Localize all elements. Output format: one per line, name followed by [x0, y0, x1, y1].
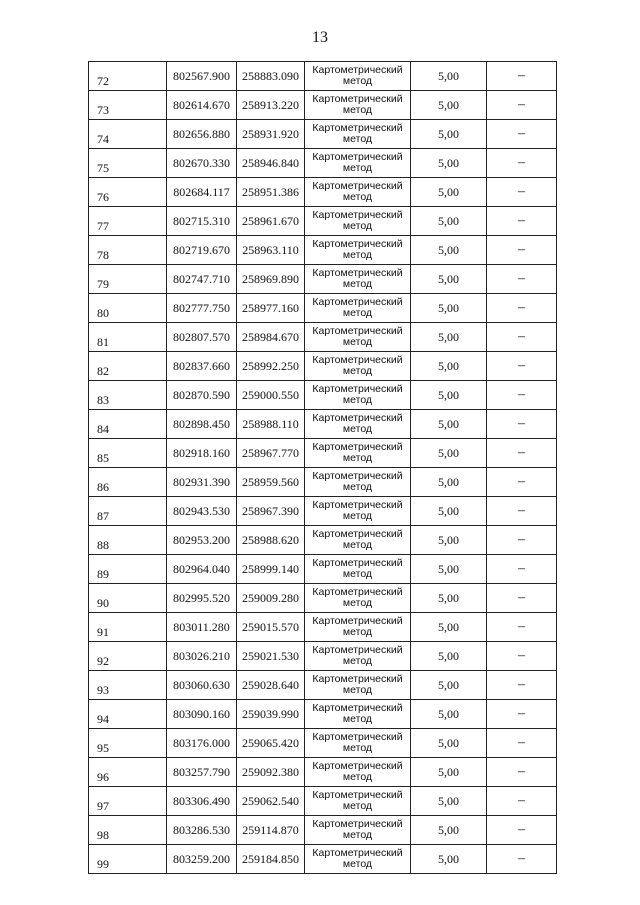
table-row: [89, 758, 557, 787]
method-cell: Картометрический метод: [305, 642, 411, 671]
y-coordinate-cell: 258967.770: [237, 439, 305, 468]
method-cell: Картометрический метод: [305, 613, 411, 642]
point-number-cell: 91: [89, 613, 167, 642]
x-coordinate-cell: 803259.200: [167, 845, 237, 874]
point-number-cell: 85: [89, 439, 167, 468]
table-row: [89, 178, 557, 207]
point-number-cell: 99: [89, 845, 167, 874]
note-cell: –: [487, 816, 557, 845]
method-cell: Картометрический метод: [305, 468, 411, 497]
accuracy-cell: 5,00: [411, 236, 487, 265]
accuracy-cell: 5,00: [411, 381, 487, 410]
note-cell: –: [487, 439, 557, 468]
x-coordinate-cell: 802807.570: [167, 323, 237, 352]
y-coordinate-cell: 259015.570: [237, 613, 305, 642]
note-cell: –: [487, 178, 557, 207]
x-coordinate-cell: 803306.490: [167, 787, 237, 816]
table-row: [89, 845, 557, 874]
table-row: [89, 642, 557, 671]
point-number-cell: 86: [89, 468, 167, 497]
accuracy-cell: 5,00: [411, 120, 487, 149]
x-coordinate-cell: 802715.310: [167, 207, 237, 236]
table-row: [89, 729, 557, 758]
x-coordinate-cell: 802837.660: [167, 352, 237, 381]
point-number-cell: 89: [89, 555, 167, 584]
point-number-cell: 76: [89, 178, 167, 207]
x-coordinate-cell: 802670.330: [167, 149, 237, 178]
table-row: [89, 787, 557, 816]
y-coordinate-cell: 258984.670: [237, 323, 305, 352]
coordinates-table-body: [89, 62, 557, 874]
method-cell: Картометрический метод: [305, 381, 411, 410]
table-row: [89, 410, 557, 439]
note-cell: –: [487, 120, 557, 149]
x-coordinate-cell: 802931.390: [167, 468, 237, 497]
y-coordinate-cell: 258967.390: [237, 497, 305, 526]
x-coordinate-cell: 802995.520: [167, 584, 237, 613]
x-coordinate-cell: 802747.710: [167, 265, 237, 294]
x-coordinate-cell: 803026.210: [167, 642, 237, 671]
table-row: [89, 265, 557, 294]
y-coordinate-cell: 258988.110: [237, 410, 305, 439]
table-row: [89, 91, 557, 120]
accuracy-cell: 5,00: [411, 729, 487, 758]
accuracy-cell: 5,00: [411, 758, 487, 787]
point-number-cell: 75: [89, 149, 167, 178]
point-number-cell: 97: [89, 787, 167, 816]
table-row: [89, 62, 557, 91]
method-cell: Картометрический метод: [305, 584, 411, 613]
table-row: [89, 816, 557, 845]
table-row: [89, 468, 557, 497]
note-cell: –: [487, 207, 557, 236]
table-row: [89, 526, 557, 555]
note-cell: –: [487, 671, 557, 700]
y-coordinate-cell: 258946.840: [237, 149, 305, 178]
table-row: [89, 207, 557, 236]
point-number-cell: 95: [89, 729, 167, 758]
x-coordinate-cell: 802777.750: [167, 294, 237, 323]
point-number-cell: 93: [89, 671, 167, 700]
method-cell: Картометрический метод: [305, 729, 411, 758]
note-cell: –: [487, 758, 557, 787]
method-cell: Картометрический метод: [305, 497, 411, 526]
y-coordinate-cell: 259092.380: [237, 758, 305, 787]
table-row: [89, 439, 557, 468]
x-coordinate-cell: 803286.530: [167, 816, 237, 845]
y-coordinate-cell: 259021.530: [237, 642, 305, 671]
table-row: [89, 352, 557, 381]
point-number-cell: 74: [89, 120, 167, 149]
note-cell: –: [487, 729, 557, 758]
method-cell: Картометрический метод: [305, 352, 411, 381]
y-coordinate-cell: 258883.090: [237, 62, 305, 91]
table-row: [89, 584, 557, 613]
y-coordinate-cell: 259062.540: [237, 787, 305, 816]
accuracy-cell: 5,00: [411, 265, 487, 294]
x-coordinate-cell: 802943.530: [167, 497, 237, 526]
y-coordinate-cell: 258961.670: [237, 207, 305, 236]
coordinates-table: [88, 61, 557, 874]
point-number-cell: 79: [89, 265, 167, 294]
accuracy-cell: 5,00: [411, 613, 487, 642]
x-coordinate-cell: 802656.880: [167, 120, 237, 149]
x-coordinate-cell: 802898.450: [167, 410, 237, 439]
x-coordinate-cell: 803011.280: [167, 613, 237, 642]
y-coordinate-cell: 259000.550: [237, 381, 305, 410]
note-cell: –: [487, 236, 557, 265]
note-cell: –: [487, 62, 557, 91]
x-coordinate-cell: 802719.670: [167, 236, 237, 265]
method-cell: Картометрический метод: [305, 62, 411, 91]
accuracy-cell: 5,00: [411, 700, 487, 729]
point-number-cell: 94: [89, 700, 167, 729]
point-number-cell: 77: [89, 207, 167, 236]
accuracy-cell: 5,00: [411, 62, 487, 91]
method-cell: Картометрический метод: [305, 323, 411, 352]
x-coordinate-cell: 802918.160: [167, 439, 237, 468]
method-cell: Картометрический метод: [305, 120, 411, 149]
point-number-cell: 90: [89, 584, 167, 613]
x-coordinate-cell: 802684.117: [167, 178, 237, 207]
table-row: [89, 700, 557, 729]
y-coordinate-cell: 258969.890: [237, 265, 305, 294]
y-coordinate-cell: 258999.140: [237, 555, 305, 584]
accuracy-cell: 5,00: [411, 178, 487, 207]
table-row: [89, 555, 557, 584]
x-coordinate-cell: 802870.590: [167, 381, 237, 410]
accuracy-cell: 5,00: [411, 845, 487, 874]
table-row: [89, 120, 557, 149]
point-number-cell: 88: [89, 526, 167, 555]
table-row: [89, 236, 557, 265]
accuracy-cell: 5,00: [411, 294, 487, 323]
note-cell: –: [487, 468, 557, 497]
accuracy-cell: 5,00: [411, 787, 487, 816]
note-cell: –: [487, 700, 557, 729]
note-cell: –: [487, 323, 557, 352]
method-cell: Картометрический метод: [305, 787, 411, 816]
point-number-cell: 82: [89, 352, 167, 381]
note-cell: –: [487, 294, 557, 323]
accuracy-cell: 5,00: [411, 642, 487, 671]
accuracy-cell: 5,00: [411, 91, 487, 120]
x-coordinate-cell: 802567.900: [167, 62, 237, 91]
accuracy-cell: 5,00: [411, 439, 487, 468]
y-coordinate-cell: 258959.560: [237, 468, 305, 497]
method-cell: Картометрический метод: [305, 700, 411, 729]
note-cell: –: [487, 410, 557, 439]
note-cell: –: [487, 91, 557, 120]
x-coordinate-cell: 802614.670: [167, 91, 237, 120]
note-cell: –: [487, 149, 557, 178]
table-row: [89, 613, 557, 642]
method-cell: Картометрический метод: [305, 91, 411, 120]
y-coordinate-cell: 258913.220: [237, 91, 305, 120]
y-coordinate-cell: 258931.920: [237, 120, 305, 149]
y-coordinate-cell: 259028.640: [237, 671, 305, 700]
x-coordinate-cell: 803176.000: [167, 729, 237, 758]
point-number-cell: 72: [89, 62, 167, 91]
method-cell: Картометрический метод: [305, 845, 411, 874]
accuracy-cell: 5,00: [411, 671, 487, 700]
table-row: [89, 497, 557, 526]
y-coordinate-cell: 259114.870: [237, 816, 305, 845]
x-coordinate-cell: 803257.790: [167, 758, 237, 787]
note-cell: –: [487, 497, 557, 526]
method-cell: Картометрический метод: [305, 294, 411, 323]
point-number-cell: 92: [89, 642, 167, 671]
method-cell: Картометрический метод: [305, 265, 411, 294]
note-cell: –: [487, 584, 557, 613]
table-row: [89, 149, 557, 178]
method-cell: Картометрический метод: [305, 410, 411, 439]
point-number-cell: 96: [89, 758, 167, 787]
accuracy-cell: 5,00: [411, 352, 487, 381]
x-coordinate-cell: 802953.200: [167, 526, 237, 555]
accuracy-cell: 5,00: [411, 410, 487, 439]
method-cell: Картометрический метод: [305, 207, 411, 236]
y-coordinate-cell: 259184.850: [237, 845, 305, 874]
y-coordinate-cell: 259009.280: [237, 584, 305, 613]
accuracy-cell: 5,00: [411, 526, 487, 555]
accuracy-cell: 5,00: [411, 555, 487, 584]
note-cell: –: [487, 265, 557, 294]
x-coordinate-cell: 802964.040: [167, 555, 237, 584]
method-cell: Картометрический метод: [305, 178, 411, 207]
note-cell: –: [487, 787, 557, 816]
method-cell: Картометрический метод: [305, 758, 411, 787]
note-cell: –: [487, 613, 557, 642]
method-cell: Картометрический метод: [305, 439, 411, 468]
accuracy-cell: 5,00: [411, 816, 487, 845]
point-number-cell: 78: [89, 236, 167, 265]
note-cell: –: [487, 642, 557, 671]
method-cell: Картометрический метод: [305, 671, 411, 700]
table-row: [89, 671, 557, 700]
y-coordinate-cell: 259065.420: [237, 729, 305, 758]
accuracy-cell: 5,00: [411, 207, 487, 236]
note-cell: –: [487, 526, 557, 555]
point-number-cell: 83: [89, 381, 167, 410]
note-cell: –: [487, 381, 557, 410]
point-number-cell: 84: [89, 410, 167, 439]
y-coordinate-cell: 258977.160: [237, 294, 305, 323]
point-number-cell: 87: [89, 497, 167, 526]
accuracy-cell: 5,00: [411, 323, 487, 352]
x-coordinate-cell: 803060.630: [167, 671, 237, 700]
note-cell: –: [487, 845, 557, 874]
y-coordinate-cell: 258963.110: [237, 236, 305, 265]
table-row: [89, 381, 557, 410]
table-row: [89, 323, 557, 352]
point-number-cell: 98: [89, 816, 167, 845]
y-coordinate-cell: 259039.990: [237, 700, 305, 729]
method-cell: Картометрический метод: [305, 555, 411, 584]
note-cell: –: [487, 555, 557, 584]
x-coordinate-cell: 803090.160: [167, 700, 237, 729]
point-number-cell: 80: [89, 294, 167, 323]
table-row: [89, 294, 557, 323]
method-cell: Картометрический метод: [305, 816, 411, 845]
accuracy-cell: 5,00: [411, 584, 487, 613]
y-coordinate-cell: 258951.386: [237, 178, 305, 207]
point-number-cell: 73: [89, 91, 167, 120]
page-number: 13: [312, 29, 328, 46]
y-coordinate-cell: 258988.620: [237, 526, 305, 555]
method-cell: Картометрический метод: [305, 236, 411, 265]
method-cell: Картометрический метод: [305, 526, 411, 555]
note-cell: –: [487, 352, 557, 381]
point-number-cell: 81: [89, 323, 167, 352]
accuracy-cell: 5,00: [411, 149, 487, 178]
accuracy-cell: 5,00: [411, 468, 487, 497]
method-cell: Картометрический метод: [305, 149, 411, 178]
y-coordinate-cell: 258992.250: [237, 352, 305, 381]
accuracy-cell: 5,00: [411, 497, 487, 526]
